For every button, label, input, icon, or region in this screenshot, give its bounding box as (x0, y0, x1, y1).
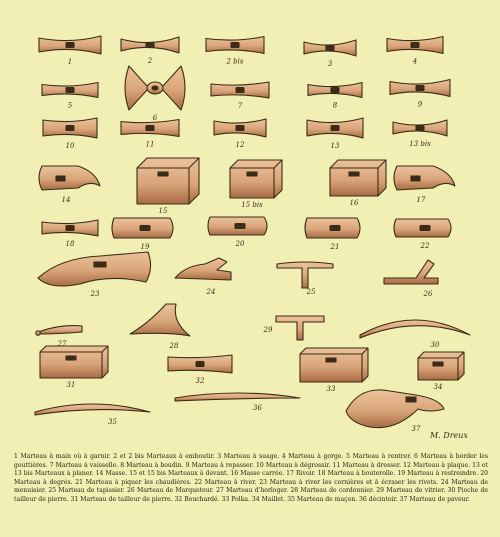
figure-number: 10 (65, 142, 75, 150)
figure-number: 21 (330, 243, 340, 251)
hammer-drawing-15-bis (230, 160, 282, 198)
figure-number: 8 (332, 101, 338, 110)
hammer-drawing-9 (390, 80, 450, 97)
figure-number: 16 (349, 199, 359, 207)
figure-number: 9 (417, 100, 423, 109)
hammer-drawing-5 (42, 83, 98, 98)
hammer-drawing-30 (360, 320, 470, 338)
figure-number: 17 (416, 196, 426, 204)
hammer-drawing-6 (125, 66, 185, 110)
figure-number: 28 (169, 342, 179, 350)
hammer-drawing-2 (121, 37, 179, 53)
hammer-drawing-26 (384, 260, 438, 284)
hammer-drawing-24 (175, 258, 231, 280)
figure-number: 34 (433, 383, 443, 391)
figure-number: 12 (235, 141, 245, 149)
figure-number: 4 (412, 57, 418, 66)
figure-number: 35 (108, 418, 117, 426)
figure-number: 29 (263, 326, 273, 334)
figure-number: 23 (90, 290, 100, 298)
figure-number: 33 (326, 385, 336, 393)
hammer-drawing-29 (276, 316, 324, 340)
hammer-drawing-35 (35, 404, 150, 415)
figure-number: 36 (253, 404, 262, 412)
hammer-drawing-32 (168, 355, 232, 373)
figure-number: 11 (145, 140, 155, 149)
hammer-drawing-34 (418, 352, 464, 380)
hammer-drawing-20 (208, 217, 267, 235)
hammer-drawing-28 (130, 304, 190, 336)
hammer-drawing-2-bis (206, 37, 264, 54)
hammer-drawing-3 (304, 40, 356, 56)
hammer-drawing-31 (40, 346, 108, 378)
hammer-drawing-25 (277, 262, 333, 288)
hammer-drawing-23 (38, 252, 151, 286)
hammer-drawing-4 (387, 37, 443, 54)
hammer-drawing-19 (112, 218, 173, 238)
figure-number: 2 (147, 57, 153, 65)
hammer-drawing-27 (36, 326, 82, 336)
figure-caption: 1 Marteau à main où à garnir. 2 et 2 bis Marteaux à emboutir. 3 Marteau à suage. 4 Marteau à gorge. 5 Marteau à rentrer. 6 Marteau à border les gouttières. 7 Marteau à vaisselle. 8 Marteau à boudin. 9 Marteau à repasser. 10 Marteau à dégrossir. 11 Marteau à dresser. 12 Marteau à plaque. 13 et 13 bis Marteaux à planer. 14 Masse. 15 et 15 bis Marteaux à devant. 16 Masse carrée. 17 Rivoir. 18 Marteau à bouterolle. 19 Marteau à restreindre. 20 Marteau à degrés. 21 Marteau à piquer les chaudières. 22 Marteau à river. 23 Marteau à river les cornières et à écraser les rivets. 24 Marteau de menuisier. 25 Marteau de tapissier. 26 Marteau de Marqueteur. 27 Marteau d'horloger. 28 Marteau de cordonnier. 29 Marteau de vitrier. 30 Pioche de tailleur de pierre. 31 Marteau de tailleur de pierre. 32 Bouchardé. 33 Polka. 34 Maillet. 35 Marteau de maçon. 36 décintoir. 37 Marteau de paveur. (14, 453, 488, 503)
signature: M. Dreux (430, 431, 468, 440)
hammer-drawing-10 (43, 118, 97, 138)
figure-number: 13 bis (409, 140, 431, 148)
figure-number: 20 (235, 240, 245, 248)
figure-number: 26 (423, 290, 433, 298)
hammer-drawing-16 (330, 160, 386, 196)
figure-number: 14 (61, 196, 71, 204)
hammer-drawing-1 (39, 36, 101, 54)
figure-number: 25 (306, 288, 316, 296)
hammer-drawing-7 (211, 82, 269, 98)
figure-number: 24 (206, 288, 216, 296)
figure-number: 1 (67, 58, 73, 66)
figure-number: 15 (158, 207, 168, 215)
figure-number: 7 (237, 102, 243, 110)
hammer-drawing-33 (300, 348, 368, 382)
figure-number: 13 (330, 142, 340, 150)
figure-number: 15 bis (241, 201, 263, 209)
hammer-drawing-12 (214, 119, 266, 137)
hammer-drawing-17 (394, 166, 455, 190)
hammer-drawing-8 (308, 83, 362, 98)
hammer-drawing-22 (394, 219, 451, 237)
hammer-drawing-15 (137, 158, 199, 204)
figure-number: 30 (430, 341, 440, 349)
figure-number: 18 (65, 240, 75, 248)
figure-number: 2 bis (226, 57, 244, 66)
figure-number: 3 (327, 60, 333, 68)
hammer-drawing-36 (175, 393, 300, 401)
hammer-drawing-11 (121, 120, 179, 137)
figure-number: 6 (152, 114, 158, 122)
figure-number: 5 (67, 101, 73, 110)
figure-number: 19 (140, 243, 150, 251)
hammer-drawing-13-bis (393, 120, 447, 136)
figure-number: 37 (411, 425, 421, 433)
hammer-drawing-13 (307, 118, 363, 138)
figure-number: 27 (57, 340, 67, 348)
figure-number: 31 (66, 381, 76, 389)
hammer-drawing-18 (42, 220, 98, 236)
hammer-drawing-37 (346, 390, 444, 428)
figure-number: 32 (195, 377, 205, 385)
hammer-drawing-14 (39, 166, 100, 190)
figure-number: 22 (420, 242, 430, 250)
hammer-drawing-21 (305, 218, 360, 238)
